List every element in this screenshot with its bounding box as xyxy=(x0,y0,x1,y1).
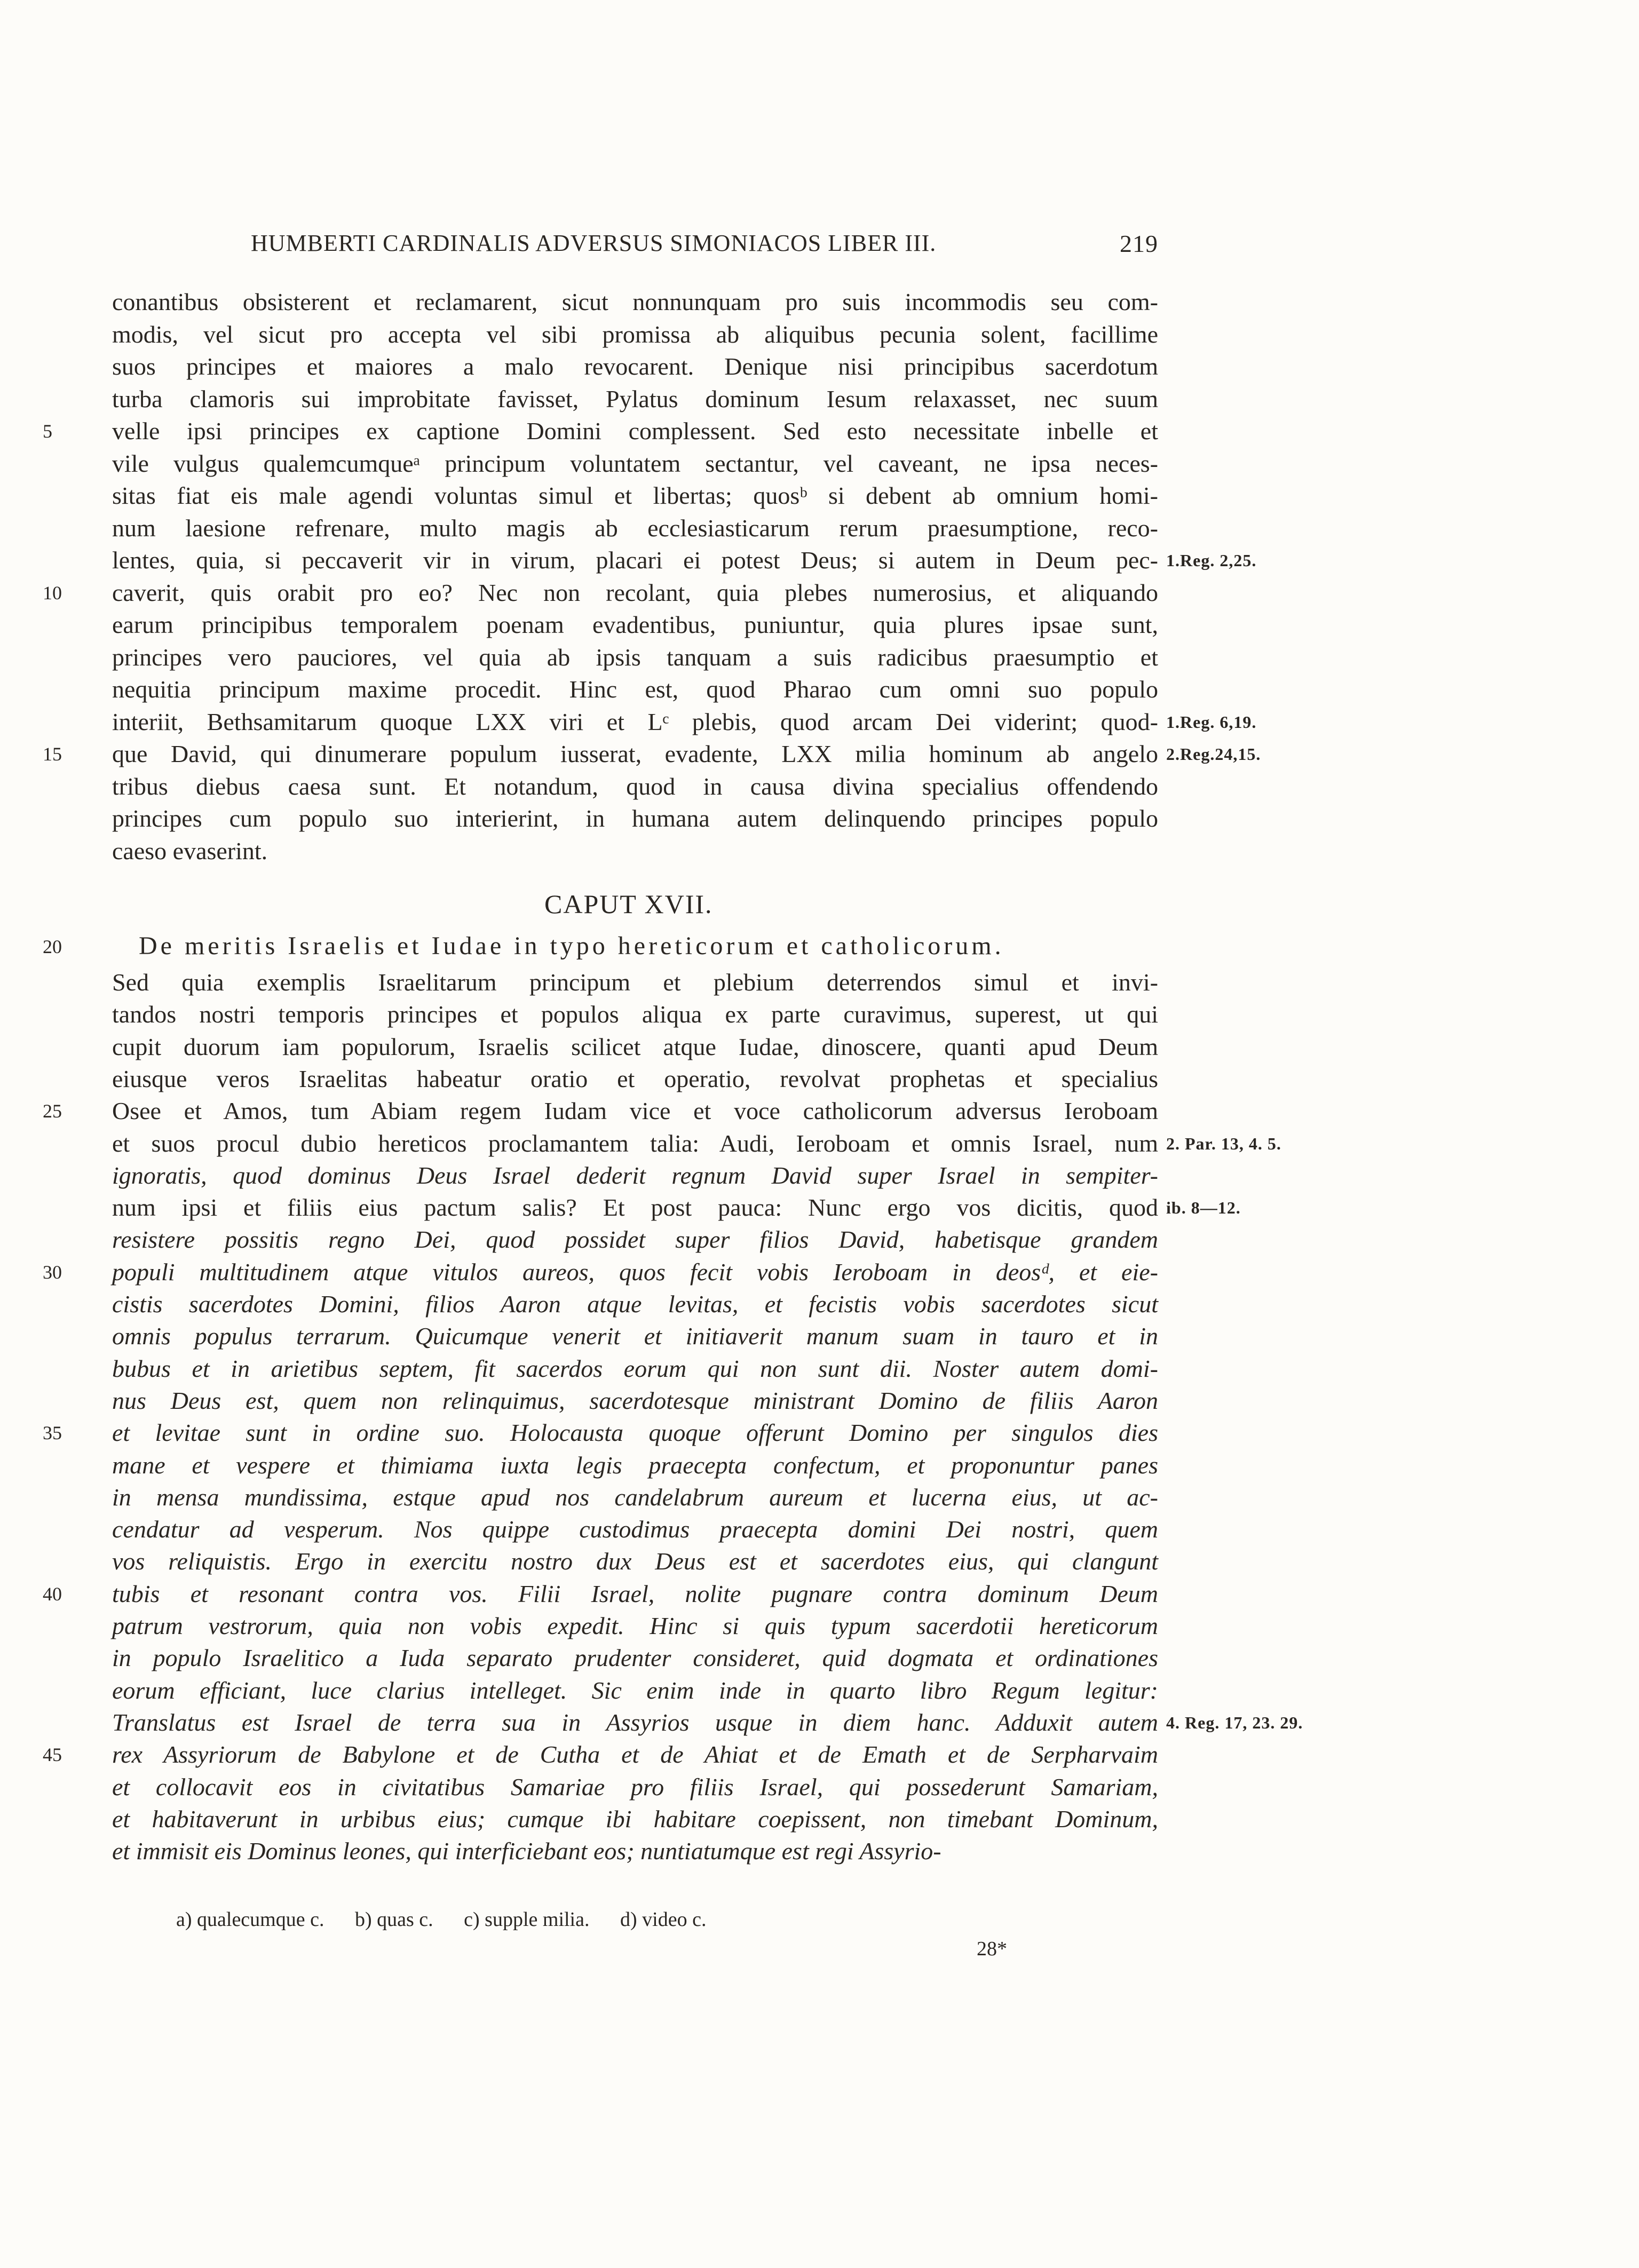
line-text: et habitaverunt in urbibus eius; cumque ibi habitare coepissent, non timebant Dominum, xyxy=(112,1805,1158,1833)
text-line xyxy=(43,1062,1249,1096)
line-text: eiusque veros Israelitas habeatur oratio et operatio, revolvat prophetas et specialius xyxy=(112,1065,1158,1092)
line-text: cupit duorum iam populorum, Israelis scilicet atque Iudae, dinoscere, quanti apud Deum xyxy=(112,1033,1158,1060)
line-text: mane et vespere et thimiama iuxta legis praecepta confectum, et proponuntur panes xyxy=(112,1451,1158,1479)
margin-reference: ib. 8—12. xyxy=(1166,1198,1241,1218)
signature-mark: 28* xyxy=(977,1938,1007,1960)
text-line xyxy=(43,1127,1281,1160)
line-text: et levitae sunt in ordine suo. Holocausta quoque offerunt Domino per singulos dies xyxy=(112,1419,1158,1447)
line-text: sitas fiat eis male agendi voluntas simul et libertas; quosᵇ si debent ab omnium homi- xyxy=(112,482,1158,509)
text-line xyxy=(43,576,1249,609)
text-line xyxy=(43,1835,1249,1868)
line-number: 15 xyxy=(43,743,62,765)
text-line xyxy=(43,1641,1249,1675)
line-text: populi multitudinem atque vitulos aureos, quos fecit vobis Ieroboam in deosᵈ, et eie- xyxy=(112,1258,1158,1286)
chapter-heading: CAPUT XVII. xyxy=(544,889,713,919)
line-number: 5 xyxy=(43,421,52,442)
line-text: rex Assyriorum de Babylone et de Cutha et de Ahiat et de Emath et de Serpharvaim xyxy=(112,1741,1158,1769)
text-line xyxy=(43,1513,1249,1546)
text-line xyxy=(43,1191,1249,1224)
line-text: et immisit eis Dominus leones, qui interficiebant eos; nuntiatumque est regi Assyrio- xyxy=(112,1837,941,1865)
line-text: modis, vel sicut pro accepta vel sibi promissa ab aliquibus pecunia solent, facillime xyxy=(112,320,1158,348)
line-text: conantibus obsisterent et reclamarent, sicut nonnunquam pro suis incommodis seu com- xyxy=(112,288,1158,315)
margin-reference: 2. Par. 13, 4. 5. xyxy=(1166,1133,1281,1153)
line-number: 10 xyxy=(43,582,62,604)
line-text: et collocavit eos in civitatibus Samariae pro filiis Israel, qui possederunt Samariam, xyxy=(112,1773,1158,1801)
page-number: 219 xyxy=(1120,230,1158,257)
text-line xyxy=(43,479,1249,512)
line-text: bubus et in arietibus septem, fit sacerdos eorum qui non sunt dii. Noster autem domi- xyxy=(112,1354,1158,1382)
line-text: caverit, quis orabit pro eo? Nec non recolant, quia plebes numerosius, et aliquando xyxy=(112,578,1158,606)
text-line xyxy=(43,447,1249,480)
text-line xyxy=(43,1223,1249,1256)
text-line xyxy=(43,1771,1249,1804)
line-text: lentes, quia, si peccaverit vir in virum, placari ei potest Deus; si autem in Deum pec- xyxy=(112,546,1158,574)
footnote: b) quas c. xyxy=(354,1908,433,1931)
text-line xyxy=(43,1256,1249,1289)
text-line xyxy=(43,286,1249,319)
chapter-subheading: De meritis Israelis et Iudae in typo hereticorum et catholicorum. xyxy=(139,932,1004,960)
text-line xyxy=(43,1320,1249,1353)
line-number: 30 xyxy=(43,1261,62,1283)
line-text: cendatur ad vesperum. Nos quippe custodimus praecepta domini Dei nostri, quem xyxy=(112,1516,1158,1543)
footnote: d) video c. xyxy=(620,1908,707,1931)
text-line xyxy=(43,738,1261,771)
text-line xyxy=(43,350,1249,383)
line-text: num laesione refrenare, multo magis ab ecclesiasticarum rerum praesumptione, reco- xyxy=(112,514,1158,542)
text-line xyxy=(43,415,1249,448)
line-text: Translatus est Israel de terra sua in Assyrios usque in diem hanc. Adduxit autem xyxy=(112,1708,1158,1736)
line-text: turba clamoris sui improbitate favisset, Pylatus dominum Iesum relaxasset, nec suum xyxy=(112,385,1158,413)
text-line xyxy=(43,383,1249,416)
text-line xyxy=(43,998,1249,1031)
line-text: num ipsi et filiis eius pactum salis? Et post pauca: Nunc ergo vos dicitis, quod xyxy=(112,1194,1158,1222)
line-text: Sed quia exemplis Israelitarum principum et plebium deterrendos simul et invi- xyxy=(112,969,1158,996)
line-text: tribus diebus caesa sunt. Et notandum, quod in causa divina specialius offendendo xyxy=(112,772,1158,800)
line-text: principes vero pauciores, vel quia ab ipsis tanquam a suis radicibus praesumptio et xyxy=(112,643,1158,671)
margin-reference: 4. Reg. 17, 23. 29. xyxy=(1166,1712,1303,1732)
line-number: 20 xyxy=(43,936,62,957)
footnote: a) qualecumque c. xyxy=(176,1908,324,1931)
text-line xyxy=(43,1803,1249,1836)
line-text: suos principes et maiores a malo revocarent. Denique nisi principibus sacerdotum xyxy=(112,353,1158,380)
line-text: ignoratis, quod dominus Deus Israel dederit regnum David super Israel in sempiter- xyxy=(112,1161,1158,1189)
line-text: earum principibus temporalem poenam evadentibus, puniuntur, quia plures ipsae sunt, xyxy=(112,611,1158,638)
text-line xyxy=(43,1481,1249,1514)
line-text: Osee et Amos, tum Abiam regem Iudam vice et voce catholicorum adversus Ieroboam xyxy=(112,1097,1158,1125)
margin-reference: 1.Reg. 2,25. xyxy=(1166,551,1257,570)
text-line xyxy=(43,1159,1249,1192)
text-line xyxy=(43,544,1257,577)
line-text: velle ipsi principes ex captione Domini complessent. Sed esto necessitate inbelle et xyxy=(112,417,1158,445)
text-line xyxy=(43,966,1249,999)
text-line xyxy=(43,608,1249,641)
line-text: vile vulgus qualemcumqueᵃ principum voluntatem sectantur, vel caveant, ne ipsa neces- xyxy=(112,449,1158,477)
text-line xyxy=(43,1545,1249,1578)
line-text: cistis sacerdotes Domini, filios Aaron atque levitas, et fecistis vobis sacerdotes sicut xyxy=(112,1290,1158,1318)
text-line xyxy=(43,1609,1249,1643)
text-line xyxy=(43,512,1249,545)
margin-reference: 1.Reg. 6,19. xyxy=(1166,712,1257,732)
running-title: HUMBERTI CARDINALIS ADVERSUS SIMONIACOS LIBER III. xyxy=(251,230,937,256)
margin-reference: 2.Reg.24,15. xyxy=(1166,744,1261,764)
line-text: tubis et resonant contra vos. Filii Israel, nolite pugnare contra dominum Deum xyxy=(112,1580,1158,1607)
text-line xyxy=(43,1352,1249,1385)
text-line xyxy=(43,318,1249,351)
line-text: interiit, Bethsamitarum quoque LXX viri et Lᶜ plebis, quod arcam Dei viderint; quod- xyxy=(112,708,1158,735)
line-number: 45 xyxy=(43,1744,62,1766)
footnote: c) supple milia. xyxy=(464,1908,590,1931)
line-text: omnis populus terrarum. Quicumque venerit et initiaverit manum suam in tauro et in xyxy=(112,1322,1158,1350)
text-line xyxy=(43,1030,1249,1064)
text-line xyxy=(43,1738,1249,1771)
line-text: principes cum populo suo interierint, in humana autem delinquendo principes populo xyxy=(112,805,1158,832)
line-text: tandos nostri temporis principes et populos aliqua ex parte curavimus, superest, ut qui xyxy=(112,1001,1158,1028)
text-line xyxy=(43,802,1249,835)
text-line xyxy=(43,705,1257,739)
footnotes xyxy=(176,1908,732,1931)
line-number: 40 xyxy=(43,1583,62,1605)
line-text: eorum efficiant, luce clarius intelleget. Sic enim inde in quarto libro Regum legitur: xyxy=(112,1676,1158,1704)
line-number: 35 xyxy=(43,1422,62,1444)
line-text: vos reliquistis. Ergo in exercitu nostro dux Deus est et sacerdotes eius, qui clangunt xyxy=(112,1548,1158,1575)
text-line xyxy=(43,770,1249,803)
line-text: patrum vestrorum, quia non vobis expedit. Hinc si quis typum sacerdotii hereticorum xyxy=(112,1612,1158,1639)
text-line xyxy=(43,1449,1249,1482)
text-line xyxy=(43,1384,1249,1417)
text-line xyxy=(43,835,1249,868)
text-line xyxy=(43,1577,1249,1611)
line-number: 25 xyxy=(43,1100,62,1122)
text-line xyxy=(43,1095,1249,1128)
text-line xyxy=(43,1416,1249,1449)
line-text: nequitia principum maxime procedit. Hinc est, quod Pharao cum omni suo populo xyxy=(112,676,1158,703)
text-line xyxy=(43,1288,1249,1321)
line-text: que David, qui dinumerare populum iusserat, evadente, LXX milia hominum ab angelo xyxy=(112,740,1158,767)
line-text: in populo Israelitico a Iuda separato prudenter consideret, quid dogmata et ordinationes xyxy=(112,1644,1158,1672)
line-text: et suos procul dubio hereticos proclamantem talia: Audi, Ieroboam et omnis Israel, num xyxy=(112,1129,1158,1157)
line-text: caeso evaserint. xyxy=(112,837,268,865)
line-text: in mensa mundissima, estque apud nos candelabrum aureum et lucerna eius, ut ac- xyxy=(112,1483,1158,1511)
line-text: resistere possitis regno Dei, quod possidet super filios David, habetisque grandem xyxy=(112,1226,1158,1254)
text-line xyxy=(43,641,1249,674)
text-line xyxy=(43,1706,1303,1739)
text-line xyxy=(43,673,1249,706)
text-line xyxy=(43,1674,1249,1707)
line-text: nus Deus est, quem non relinquimus, sacerdotesque ministrant Domino de filiis Aaron xyxy=(112,1386,1158,1414)
